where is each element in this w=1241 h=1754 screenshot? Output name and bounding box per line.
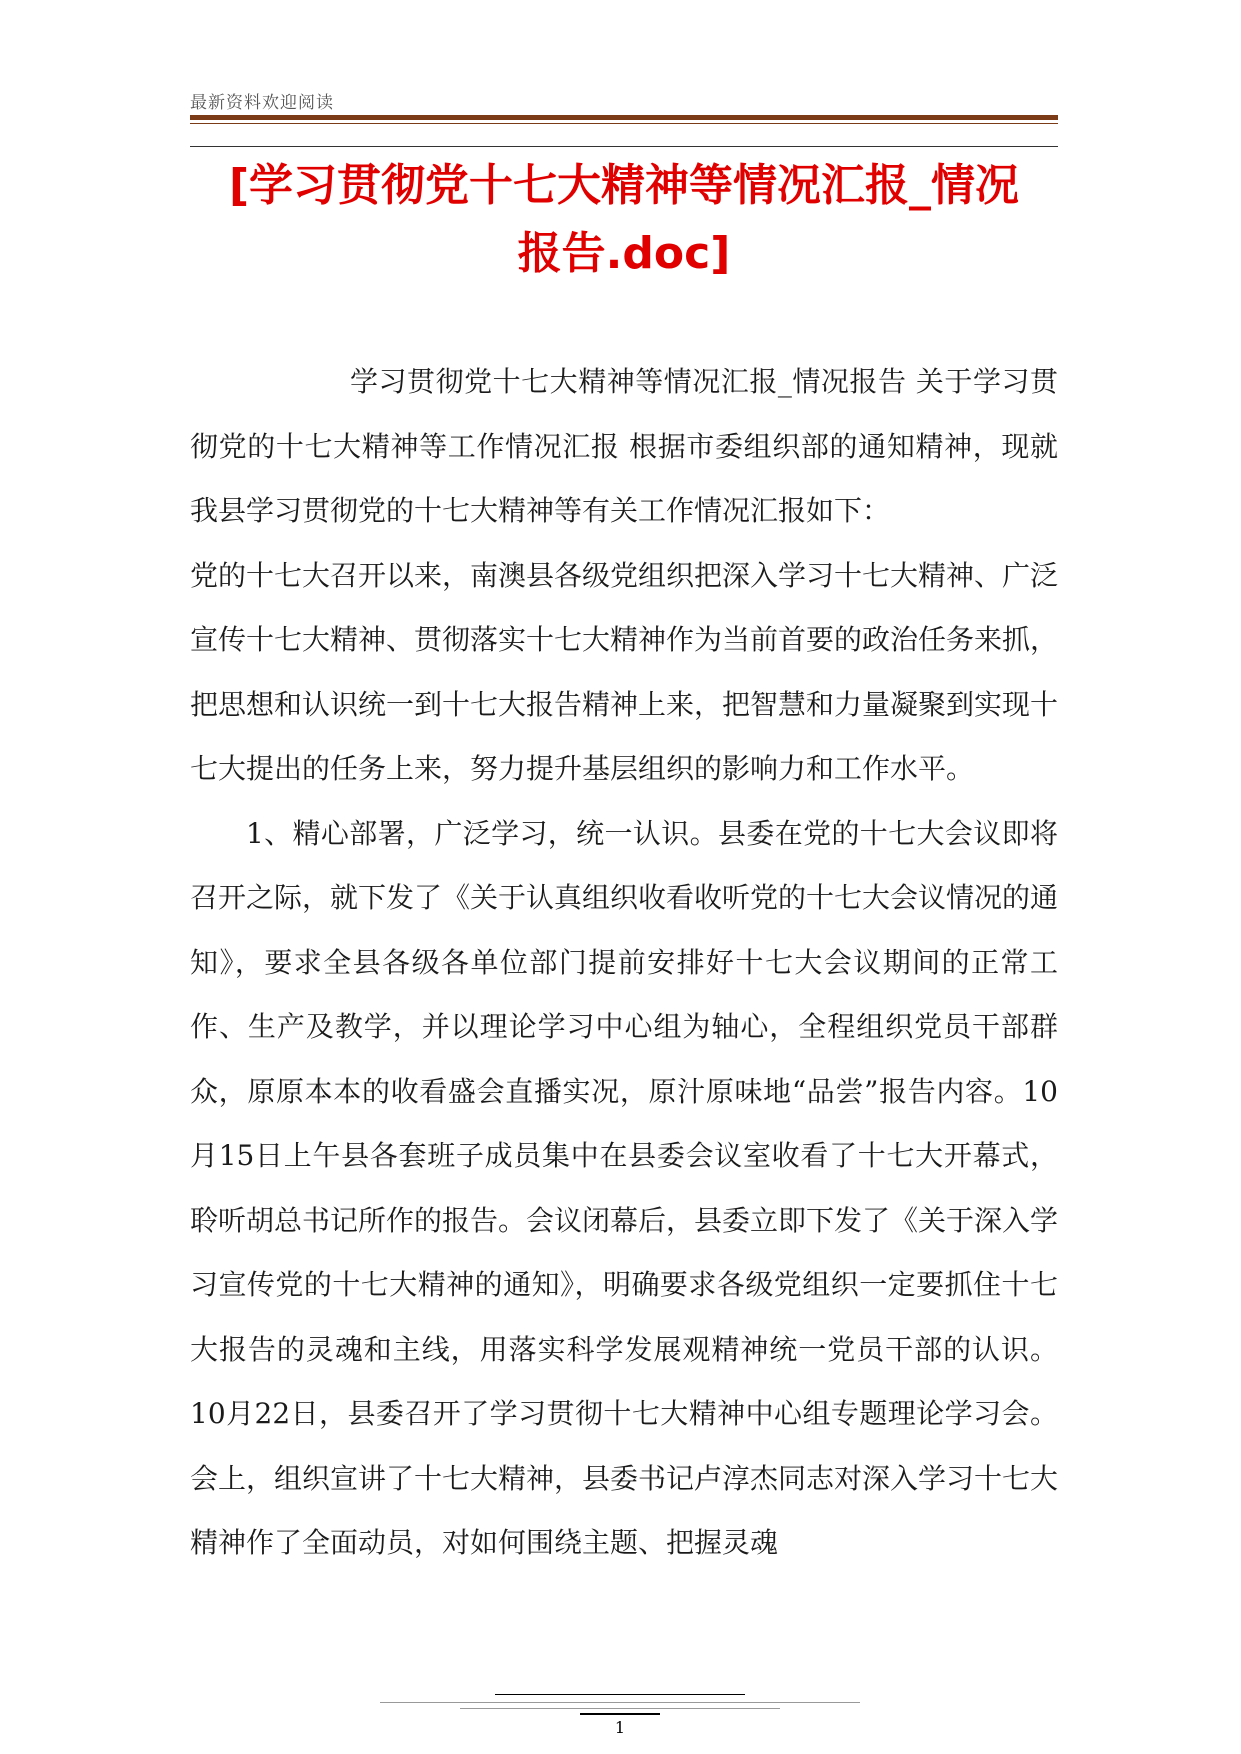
header-rule-thin	[190, 123, 1058, 124]
header-rule-bottom	[190, 146, 1058, 147]
document-title	[190, 152, 1058, 288]
title-line-2: 报告.doc]	[517, 228, 731, 279]
body-paragraph-section-1: 1、精心部署，广泛学习，统一认识。县委在党的十七大会议即将召开之际，就下发了《关于认真组织收看收听党的十七大会议情况的通知》，要求全县各级各单位部门提前安排好十七大会议期间的正常工作、生产及教学，并以理论学习中心组为轴心，全程组织党员干部群众，原原本本的收看盛会直播实况，原汁原味地“品尝”报告内容。10月15日上午县各套班子成员集中在县委会议室收看了十七大开幕式，聆听胡总书记所作的报告。会议闭幕后，县委立即下发了《关于深入学习宣传党的十七大精神的通知》，明确要求各级党组织一定要抓住十七大报告的灵魂和主线，用落实科学发展观精神统一党员干部的认识。10月22日，县委召开了学习贯彻十七大精神中心组专题理论学习会。会上，组织宣讲了十七大精神，县委书记卢淳杰同志对深入学习十七大精神作了全面动员，对如何围绕主题、把握灵魂	[190, 816, 1059, 1559]
footer-rule-short	[460, 1708, 780, 1709]
page-number: 1	[614, 1718, 626, 1737]
body-paragraph-intro: 学习贯彻党十七大精神等情况汇报_情况报告 关于学习贯彻党的十七大精神等工作情况汇报 根据市委组织部的通知精神，现就我县学习贯彻党的十七大精神等有关工作情况汇报如下：	[190, 365, 1058, 527]
header-rule-thick	[190, 115, 1058, 120]
footer-rule-top	[495, 1694, 745, 1695]
title-line-1: [学习贯彻党十七大精神等情况汇报_情况	[228, 160, 1020, 211]
body-paragraph-overview: 党的十七大召开以来，南澳县各级党组织把深入学习十七大精神、广泛宣传十七大精神、贯彻落实十七大精神作为当前首要的政治任务来抓，把思想和认识统一到十七大报告精神上来，把智慧和力量凝聚到实现十七大提出的任务上来，努力提升基层组织的影响力和工作水平。	[190, 558, 1059, 785]
document-body	[190, 350, 1058, 1576]
header-caption: 最新资料欢迎阅读	[190, 93, 334, 113]
footer-rule-long	[380, 1702, 860, 1703]
footer-rule-mid	[580, 1713, 660, 1715]
